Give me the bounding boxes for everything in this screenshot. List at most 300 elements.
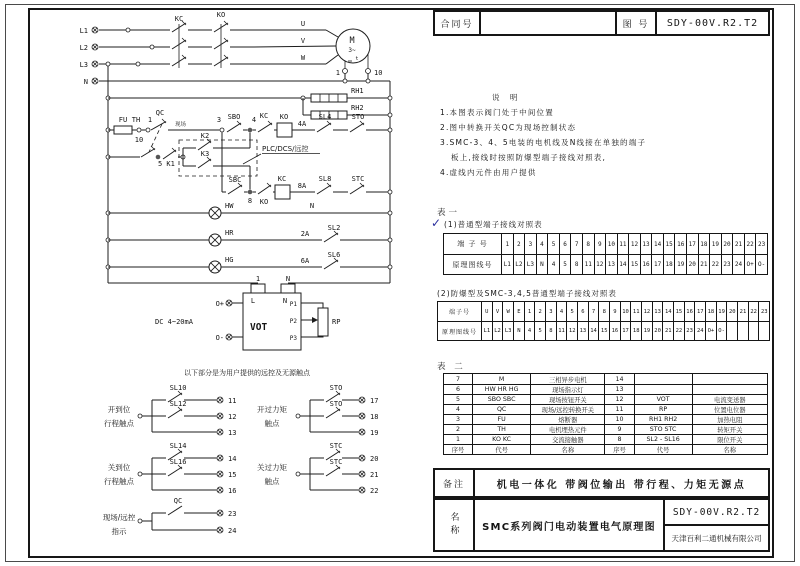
contactor-ko-contacts: [214, 11, 228, 68]
k3-contact-label: K3: [200, 150, 210, 158]
kc-interlock-label: KC: [259, 112, 269, 120]
table-cell: 13: [653, 302, 664, 321]
table-cell: [693, 374, 767, 384]
table-cell: W: [503, 302, 514, 321]
table-cell: 位置电位器: [714, 407, 746, 414]
rp-potentiometer-label: RP: [332, 318, 341, 326]
indication-label-1: 现场/远控: [102, 513, 136, 522]
lamp-hw: [209, 207, 221, 219]
drawing-number: SDY-00V.R2.T2: [665, 500, 768, 526]
qc-switch-label: QC: [155, 109, 165, 117]
drawing-number-label: 图 号: [615, 12, 655, 34]
table-cell: 5: [560, 255, 572, 274]
ko-coil-label: KO: [279, 113, 289, 121]
drawing-title: SMC系列阀门电动装置电气原理图: [475, 500, 665, 550]
terminal-23-label: 23: [228, 510, 237, 518]
open-travel-label-2: 行程触点: [104, 419, 134, 428]
table-row: [444, 404, 767, 414]
vot-p1-label: P1: [289, 301, 297, 308]
table-cell: 2: [514, 234, 526, 254]
dc-signal-label: DC 4~20mA: [155, 318, 193, 326]
o-plus-label: O+: [215, 300, 224, 308]
table-cell: O+: [706, 322, 717, 340]
terminal-21: [359, 471, 365, 477]
table-cell: 6: [560, 234, 572, 254]
stc-contact-label-2: STC: [329, 458, 343, 466]
table-cell: L3: [525, 255, 537, 274]
close-travel-label-1: 关到位: [107, 463, 131, 472]
table-cell: 15: [629, 255, 641, 274]
wire-label-n: N: [83, 78, 88, 86]
table-cell: 11: [605, 405, 634, 414]
table-cell: 14: [618, 255, 630, 274]
terminal-22-label: 22: [370, 487, 379, 495]
table-cell: 14: [605, 374, 634, 384]
table-cell: 7: [589, 302, 600, 321]
table-cell: 4: [444, 405, 473, 414]
terminal-table-explosionproof: [437, 301, 770, 341]
table-cell: 14: [652, 234, 664, 254]
sl8-limit-label: SL8: [318, 175, 332, 183]
table-cell: [749, 322, 760, 340]
terminal-numbers: [482, 302, 769, 321]
table-cell: 11: [618, 234, 630, 254]
rh1-label: RH1: [351, 87, 364, 95]
table-cell: 23: [758, 240, 766, 248]
wire-label-u: U: [300, 20, 306, 28]
indicator-lamps: [106, 202, 392, 273]
table1-caption: (1)普通型端子接线对照表: [444, 220, 543, 229]
table-cell: 代号: [635, 445, 693, 454]
table-cell: 24: [733, 255, 745, 274]
sl4-limit-label: SL4: [318, 113, 332, 121]
table-cell: 17: [621, 322, 632, 340]
terminal-14: [217, 455, 223, 461]
table-cell: [738, 322, 749, 340]
terminal-18: [359, 413, 365, 419]
name-label: 名称: [435, 500, 475, 550]
table-row: [444, 434, 767, 444]
table-cell: 转矩开关: [717, 427, 743, 434]
table-cell: 19: [642, 322, 653, 340]
table-cell: V: [493, 302, 504, 321]
vot-l-label: L: [250, 297, 256, 305]
kc-coil-label: KC: [277, 175, 287, 183]
table-cell: 18: [664, 255, 676, 274]
table-row: [438, 302, 769, 321]
kc-label: KC: [174, 15, 184, 23]
terminal-12: [217, 413, 223, 419]
wire-label-l3: L3: [79, 61, 88, 69]
table-cell: 5: [548, 234, 560, 254]
table-cell: 加热电阻: [717, 417, 743, 424]
table-cell: 现场按钮开关: [531, 395, 605, 404]
table-cell: 17: [652, 255, 664, 274]
table-cell: HW HR HG: [473, 385, 531, 394]
table-cell: [759, 322, 769, 340]
table-cell: 名称: [531, 445, 605, 454]
wire-10-label: 10: [134, 136, 144, 144]
table-cell: 19: [717, 302, 728, 321]
terminal-15-label: 15: [228, 471, 237, 479]
terminal-table-standard: [443, 233, 768, 275]
note-line: 1.本图表示阀门处于中间位置: [440, 108, 554, 117]
terminal-19: [359, 429, 365, 435]
table-cell: 3: [525, 234, 537, 254]
wire-numbers: [502, 255, 767, 274]
vot-n-label: N: [282, 297, 288, 305]
table-cell: M: [473, 374, 531, 384]
table-cell: 17: [695, 302, 706, 321]
table-cell: 9: [605, 425, 634, 434]
table-cell: 15: [674, 302, 685, 321]
terminal-20: [359, 455, 365, 461]
table-cell: 电流变送器: [714, 397, 746, 404]
table1-label: 表一: [437, 208, 461, 218]
table-cell: 8: [583, 234, 595, 254]
table-cell: 22: [749, 302, 760, 321]
hg-lamp-label: HG: [225, 256, 234, 264]
table-cell: TH: [473, 425, 531, 434]
motor-phase-label: 3~: [348, 47, 356, 54]
table-row: [444, 424, 767, 434]
vot-transmitter: [108, 275, 390, 350]
table-cell: 13: [641, 234, 653, 254]
close-travel-label-2: 行程触点: [104, 477, 134, 486]
terminal-o-minus: [226, 334, 232, 340]
table-cell: 电机埋热元件: [531, 425, 605, 434]
terminal-12-label: 12: [228, 413, 237, 421]
table-cell: VOT: [635, 395, 693, 404]
table-cell: 13: [606, 255, 618, 274]
terminal-13: [217, 429, 223, 435]
table-cell: O-: [758, 261, 766, 268]
table-cell: SBO SBC: [473, 395, 531, 404]
row-header: 端子号: [438, 302, 482, 321]
vot-label: VOT: [250, 322, 268, 333]
table-cell: 1: [502, 234, 514, 254]
table-row: [444, 254, 767, 274]
sbo-button-label: SBO: [227, 113, 241, 121]
motor-m-label: M: [349, 36, 355, 46]
table-cell: 9: [610, 302, 621, 321]
table-cell: 17: [687, 234, 699, 254]
table-cell: 代号: [473, 445, 531, 454]
table-cell: [635, 385, 693, 394]
sto-torque-label: STO: [351, 113, 365, 121]
remark-box: [433, 468, 770, 498]
table-cell: 10: [621, 302, 632, 321]
company-name: 天津百利二通机械有限公司: [671, 533, 762, 543]
header-box: [433, 10, 770, 36]
k1-contact-label: 5 K1: [158, 160, 175, 168]
table-cell: 20: [727, 302, 738, 321]
table-cell: 8: [599, 302, 610, 321]
table-cell: 序号: [444, 445, 473, 454]
table-cell: 20: [653, 322, 664, 340]
terminal-13-label: 13: [228, 429, 237, 437]
table-cell: 限位开关: [717, 437, 743, 444]
wire-label-v: V: [300, 37, 306, 45]
table-cell: 16: [641, 255, 653, 274]
table-cell: 12: [629, 234, 641, 254]
table-cell: 13: [605, 385, 634, 394]
motor-thermal-label: t: [355, 56, 359, 62]
drawing-number-value: SDY-00V.R2.T2: [655, 12, 768, 34]
terminal-24-label: 24: [228, 527, 237, 535]
wire-label-l1: L1: [79, 27, 88, 35]
contactor-kc-contacts: [172, 15, 186, 68]
table-cell: 三相异步电机: [531, 374, 605, 384]
wire-8a-label: 8A: [297, 182, 307, 190]
wire-numbers: [482, 322, 769, 340]
table-cell: L2: [493, 322, 504, 340]
terminal-17: [359, 397, 365, 403]
terminal-11: [217, 397, 223, 403]
table-cell: 12: [567, 322, 578, 340]
wire-label-l2: L2: [79, 44, 88, 52]
terminal-11-label: 11: [228, 397, 237, 405]
terminal-19-label: 19: [370, 429, 379, 437]
table-cell: [635, 374, 693, 384]
table-cell: 5: [535, 322, 546, 340]
table-cell: 22: [710, 255, 722, 274]
table-cell: SL2 - SL16: [635, 435, 693, 444]
table-row: [438, 321, 769, 340]
plc-dcs-label: PLC/DCS/远控: [262, 145, 309, 153]
table-cell: 6: [578, 302, 589, 321]
wire-3-label: 3: [216, 116, 222, 124]
table-cell: L1: [482, 322, 493, 340]
table-cell: 4: [548, 255, 560, 274]
terminal-l3: [92, 61, 98, 67]
table-cell: E: [514, 302, 525, 321]
terminal-numbers: [502, 234, 767, 254]
wire-1-label: 1: [147, 116, 153, 124]
terminal-l2: [92, 44, 98, 50]
sl2-limit-label: SL2: [327, 224, 341, 232]
motor: [250, 20, 382, 83]
table-cell: 11: [557, 322, 568, 340]
lamp-hr: [209, 234, 221, 246]
table-row: [444, 414, 767, 424]
open-torque-label-2: 触点: [264, 419, 280, 428]
vot-p2-label: P2: [289, 318, 297, 325]
table-cell: 8: [571, 255, 583, 274]
table-cell: 14: [589, 322, 600, 340]
table-cell: 交流接触器: [531, 435, 605, 444]
table-cell: 21: [733, 234, 745, 254]
table-cell: L3: [503, 322, 514, 340]
close-torque-label-2: 触点: [264, 477, 280, 486]
table-cell: 10: [606, 234, 618, 254]
remark-label: 备注: [435, 470, 475, 496]
table-cell: 4: [557, 302, 568, 321]
indication-label-2: 指示: [111, 527, 127, 536]
table-cell: 15: [599, 322, 610, 340]
table-cell: KO KC: [473, 435, 531, 444]
motor-terminal-10: 10: [374, 69, 383, 77]
table-cell: 22: [674, 322, 685, 340]
table-cell: O+: [745, 255, 757, 274]
table-cell: 12: [605, 395, 634, 404]
table-cell: N: [537, 255, 549, 274]
ko-label: KO: [216, 11, 226, 19]
terminal-22: [359, 487, 365, 493]
table-cell: 1: [525, 302, 536, 321]
terminal-n: [92, 78, 98, 84]
wire-2a-label: 2A: [300, 230, 310, 238]
table-cell: 23: [722, 255, 734, 274]
heater-circuit: [106, 87, 392, 119]
table-cell: 2: [535, 302, 546, 321]
wire-6a-label: 6A: [300, 257, 310, 265]
qc-contact-label: QC: [173, 497, 183, 505]
table-cell: 现场/远控转换开关: [531, 405, 605, 414]
note-line: 2.图中转换开关QC为现场控制状态: [440, 123, 577, 132]
contract-number-value: [479, 12, 615, 34]
wire-4-label: 4: [251, 116, 257, 124]
vot-p3-label: P3: [289, 335, 297, 342]
table-cell: 19: [710, 234, 722, 254]
table-cell: 20: [687, 255, 699, 274]
table-cell: 14: [663, 302, 674, 321]
table-cell: 18: [631, 322, 642, 340]
table-cell: 10: [605, 415, 634, 424]
sl10-label: SL10: [169, 384, 187, 392]
table-row: [444, 394, 767, 404]
table-cell: 16: [610, 322, 621, 340]
table-cell: 12: [595, 255, 607, 274]
sto-contact-label-1: STO: [329, 384, 343, 392]
power-supply-section: [80, 11, 390, 86]
qc-local-label: 现场: [175, 122, 187, 128]
terminal-24: [217, 527, 223, 533]
terminal-15: [217, 471, 223, 477]
hw-lamp-label: HW: [225, 202, 234, 210]
open-torque-label-1: 开过力矩: [257, 405, 287, 414]
note-line: 板上,接线时按照防爆型端子接线对照表,: [451, 153, 607, 162]
terminal-14-label: 14: [228, 455, 237, 463]
th-label: TH: [131, 116, 141, 124]
table-cell: [693, 385, 767, 394]
note-line: 3.SMC-3、4、5电装的电机线及N线接在单独的端子: [440, 138, 647, 147]
fuse-label: FU: [118, 116, 128, 124]
table-cell: N: [514, 322, 525, 340]
terminal-21-label: 21: [370, 471, 379, 479]
check-mark: ✓: [431, 216, 442, 230]
lamp-hg: [209, 261, 221, 273]
wire-8-label: 8: [247, 197, 253, 205]
k2-contact-label: K2: [200, 132, 210, 140]
table3-label: 表 二: [437, 362, 466, 372]
circuit-schematic: [28, 8, 430, 556]
table-cell: 6: [444, 385, 473, 394]
sbc-button-label: SBC: [228, 176, 242, 184]
terminal-17-label: 17: [370, 397, 379, 405]
table-cell: 11: [631, 302, 642, 321]
sl14-label: SL14: [169, 442, 187, 450]
table-cell: 18: [699, 234, 711, 254]
terminal-o-plus: [226, 300, 232, 306]
table-cell: 16: [685, 302, 696, 321]
table-cell: 现场指示灯: [531, 385, 605, 394]
table2-caption: (2)防爆型及SMC-3,4,5普通型端子接线对照表: [437, 289, 617, 298]
table-cell: FU: [473, 415, 531, 424]
notes-title: 说 明: [492, 93, 522, 102]
table-cell: 4: [537, 234, 549, 254]
table-cell: L1: [502, 255, 514, 274]
table-cell: STO STC: [635, 425, 693, 434]
table-cell: RH1 RH2: [635, 415, 693, 424]
contract-number-label: 合同号: [440, 19, 474, 30]
table-cell: 7: [444, 374, 473, 384]
table-cell: 23: [760, 308, 768, 315]
vot-terminal-n: N: [285, 275, 291, 283]
table-cell: 5: [444, 395, 473, 404]
wire-4a-label: 4A: [297, 120, 307, 128]
table-cell: 9: [595, 234, 607, 254]
table-cell: 22: [745, 234, 757, 254]
table-cell: 熔断器: [531, 415, 605, 424]
row-header: 端 子 号: [444, 234, 502, 254]
terminal-18-label: 18: [370, 413, 379, 421]
motor-terminal-1: 1: [335, 69, 340, 77]
component-table: [443, 373, 768, 455]
stc-contact-label-1: STC: [329, 442, 343, 450]
title-block: [433, 498, 770, 552]
sto-contact-label-2: STO: [329, 400, 343, 408]
terminal-l1: [92, 27, 98, 33]
close-torque-label-1: 关过力矩: [257, 463, 287, 472]
table-cell: 8: [605, 435, 634, 444]
table-cell: U: [482, 302, 493, 321]
table-cell: 5: [567, 302, 578, 321]
row-header: 原理图线号: [444, 255, 502, 274]
hr-lamp-label: HR: [225, 229, 234, 237]
table-row: [444, 374, 767, 384]
table-cell: L2: [514, 255, 526, 274]
user-contacts-note: 以下部分是为用户提供的远控及无源触点: [184, 369, 310, 377]
notes-section: [440, 90, 765, 180]
table-cell: 19: [675, 255, 687, 274]
table-cell: 21: [699, 255, 711, 274]
close-control-row: [222, 133, 392, 207]
user-contacts-section: [103, 368, 379, 536]
table-cell: 18: [706, 302, 717, 321]
sl12-label: SL12: [169, 400, 187, 408]
wire-label-w: W: [300, 54, 306, 62]
open-travel-label-1: 开到位: [107, 405, 131, 414]
terminal-20-label: 20: [370, 455, 379, 463]
terminal-16-label: 16: [228, 487, 237, 495]
table-cell: 4: [525, 322, 536, 340]
wire-n-label: N: [309, 202, 315, 210]
o-minus-label: O-: [215, 334, 224, 342]
ko-interlock-label: KO: [259, 198, 269, 206]
table-cell: 20: [722, 234, 734, 254]
table-cell: 12: [642, 302, 653, 321]
rh2-label: RH2: [351, 104, 364, 112]
table-cell: 11: [583, 255, 595, 274]
table-cell: 1: [444, 435, 473, 444]
table-cell: 24: [695, 322, 706, 340]
table-cell: 21: [663, 322, 674, 340]
table-row: [444, 444, 767, 454]
terminal-23: [217, 510, 223, 516]
sl6-limit-label: SL6: [327, 251, 341, 259]
stc-torque-label: STC: [351, 175, 365, 183]
